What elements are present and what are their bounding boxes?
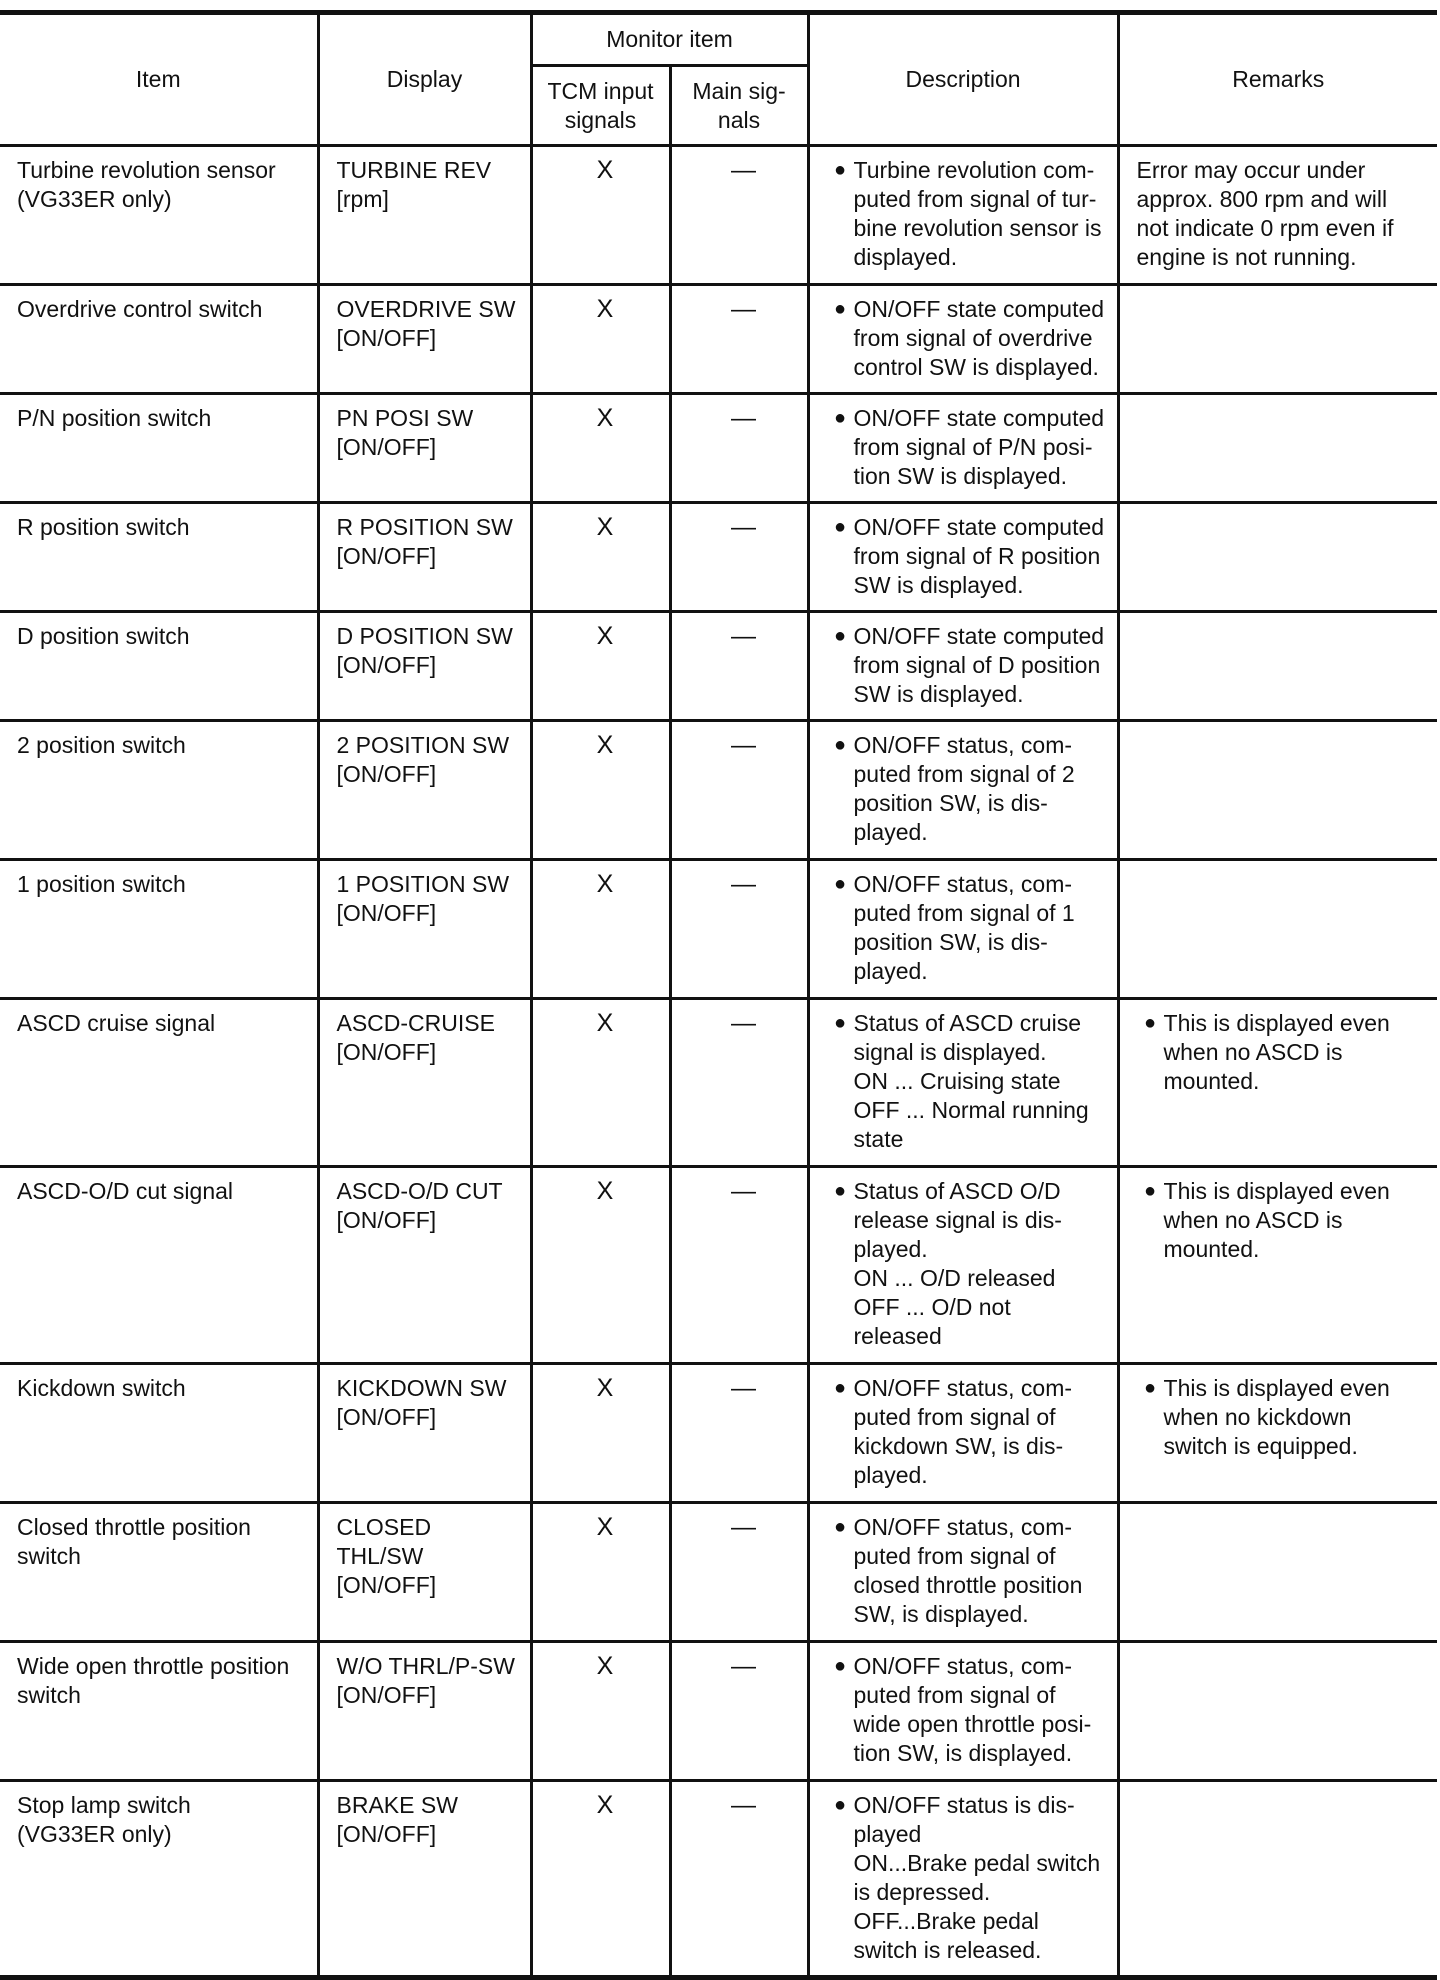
remarks-cell bbox=[1118, 999, 1437, 1167]
display-cell: PN POSI SW [ON/OFF] bbox=[318, 394, 531, 503]
remarks-text: This is displayed even when no ASCD is mounted. bbox=[1163, 1178, 1390, 1262]
table-body bbox=[0, 146, 1437, 1978]
bullet-icon: ● bbox=[1143, 1180, 1157, 1202]
remarks-bullet-line bbox=[1137, 1374, 1430, 1461]
remarks-text: This is displayed even when no ASCD is mounted. bbox=[1163, 1010, 1390, 1094]
item-cell: 2 position switch bbox=[0, 721, 318, 860]
description-bullet-line bbox=[827, 404, 1109, 491]
table-row bbox=[0, 1503, 1437, 1642]
description-text: Turbine revolution com- puted from signal of tur- bine revolution sensor is displayed. bbox=[853, 157, 1102, 270]
description-text: ON/OFF state computed from signal of D position SW is displayed. bbox=[853, 623, 1105, 707]
remarks-cell bbox=[1118, 285, 1437, 394]
header-item: Item bbox=[0, 13, 318, 146]
remarks-cell bbox=[1118, 612, 1437, 721]
main-signal-cell: — bbox=[670, 503, 808, 612]
bullet-icon: ● bbox=[833, 159, 847, 181]
bullet-icon: ● bbox=[1143, 1377, 1157, 1399]
display-cell: KICKDOWN SW [ON/OFF] bbox=[318, 1364, 531, 1503]
table-row bbox=[0, 1364, 1437, 1503]
description-bullet-line bbox=[827, 1177, 1109, 1351]
description-bullet-line bbox=[827, 1513, 1109, 1629]
main-signal-cell: — bbox=[670, 285, 808, 394]
item-cell: Stop lamp switch (VG33ER only) bbox=[0, 1781, 318, 1978]
header-remarks: Remarks bbox=[1118, 13, 1437, 146]
monitor-item-table bbox=[0, 10, 1437, 1980]
bullet-icon: ● bbox=[833, 1012, 847, 1034]
remarks-cell bbox=[1118, 1503, 1437, 1642]
description-cell bbox=[808, 394, 1118, 503]
remarks-text: This is displayed even when no kickdown switch is equipped. bbox=[1163, 1375, 1390, 1459]
remarks-text: Error may occur under approx. 800 rpm and will not indicate 0 rpm even if engine is not running. bbox=[1136, 157, 1394, 270]
description-bullet-line bbox=[827, 1652, 1109, 1768]
table-header bbox=[0, 13, 1437, 146]
bullet-icon: ● bbox=[833, 298, 847, 320]
display-cell: TURBINE REV [rpm] bbox=[318, 146, 531, 285]
table-row bbox=[0, 612, 1437, 721]
remarks-cell bbox=[1118, 1364, 1437, 1503]
remarks-cell bbox=[1118, 1167, 1437, 1364]
bullet-icon: ● bbox=[833, 407, 847, 429]
remarks-bullet-line bbox=[1137, 1009, 1430, 1096]
description-cell bbox=[808, 1167, 1118, 1364]
description-bullet-line bbox=[827, 870, 1109, 986]
tcm-input-cell: X bbox=[531, 1503, 670, 1642]
bullet-icon: ● bbox=[833, 1655, 847, 1677]
display-cell: D POSITION SW [ON/OFF] bbox=[318, 612, 531, 721]
table-row bbox=[0, 1642, 1437, 1781]
bullet-icon: ● bbox=[833, 1180, 847, 1202]
table-row bbox=[0, 285, 1437, 394]
item-cell: R position switch bbox=[0, 503, 318, 612]
description-bullet-line bbox=[827, 513, 1109, 600]
bullet-icon: ● bbox=[833, 873, 847, 895]
main-signal-cell: — bbox=[670, 612, 808, 721]
item-cell: P/N position switch bbox=[0, 394, 318, 503]
item-cell: 1 position switch bbox=[0, 860, 318, 999]
display-cell: ASCD-O/D CUT [ON/OFF] bbox=[318, 1167, 531, 1364]
tcm-input-cell: X bbox=[531, 285, 670, 394]
description-cell bbox=[808, 860, 1118, 999]
description-bullet-line bbox=[827, 1374, 1109, 1490]
remarks-cell bbox=[1118, 721, 1437, 860]
bullet-icon: ● bbox=[833, 1377, 847, 1399]
item-cell: ASCD cruise signal bbox=[0, 999, 318, 1167]
description-text: Status of ASCD cruise signal is displayed. ON ... Cruising state OFF ... Normal running state bbox=[853, 1010, 1089, 1152]
tcm-input-cell: X bbox=[531, 1364, 670, 1503]
tcm-input-cell: X bbox=[531, 1642, 670, 1781]
main-signal-cell: — bbox=[670, 1642, 808, 1781]
display-cell: OVERDRIVE SW [ON/OFF] bbox=[318, 285, 531, 394]
header-description: Description bbox=[808, 13, 1118, 146]
display-cell: 1 POSITION SW [ON/OFF] bbox=[318, 860, 531, 999]
description-text: ON/OFF status, com- puted from signal of 1 position SW, is dis- played. bbox=[853, 871, 1075, 984]
remarks-cell bbox=[1118, 860, 1437, 999]
description-text: ON/OFF status is dis- played ON...Brake pedal switch is depressed. OFF...Brake pedal switch is released. bbox=[853, 1792, 1101, 1963]
description-bullet-line bbox=[827, 1009, 1109, 1154]
description-cell bbox=[808, 1642, 1118, 1781]
remarks-cell bbox=[1118, 1642, 1437, 1781]
tcm-input-cell: X bbox=[531, 860, 670, 999]
display-cell: BRAKE SW [ON/OFF] bbox=[318, 1781, 531, 1978]
description-cell bbox=[808, 146, 1118, 285]
description-cell bbox=[808, 1781, 1118, 1978]
description-text: ON/OFF status, com- puted from signal of wide open throttle posi- tion SW, is displayed. bbox=[853, 1653, 1092, 1766]
remarks-bullet-line bbox=[1137, 1177, 1430, 1264]
description-text: ON/OFF status, com- puted from signal of kickdown SW, is dis- played. bbox=[853, 1375, 1073, 1488]
item-cell: Turbine revolution sensor (VG33ER only) bbox=[0, 146, 318, 285]
description-cell bbox=[808, 999, 1118, 1167]
display-cell: R POSITION SW [ON/OFF] bbox=[318, 503, 531, 612]
display-cell: W/O THRL/P-SW [ON/OFF] bbox=[318, 1642, 531, 1781]
tcm-input-cell: X bbox=[531, 146, 670, 285]
description-text: Status of ASCD O/D release signal is dis- played. ON ... O/D released OFF ... O/D not released bbox=[853, 1178, 1062, 1349]
table-row bbox=[0, 1781, 1437, 1978]
bullet-icon: ● bbox=[1143, 1012, 1157, 1034]
item-cell: Wide open throttle position switch bbox=[0, 1642, 318, 1781]
bullet-icon: ● bbox=[833, 1516, 847, 1538]
main-signal-cell: — bbox=[670, 1503, 808, 1642]
description-cell bbox=[808, 285, 1118, 394]
bullet-icon: ● bbox=[833, 625, 847, 647]
description-cell bbox=[808, 503, 1118, 612]
item-cell: ASCD-O/D cut signal bbox=[0, 1167, 318, 1364]
table-row bbox=[0, 146, 1437, 285]
header-monitor-item: Monitor item bbox=[531, 13, 808, 66]
description-bullet-line bbox=[827, 731, 1109, 847]
description-bullet-line bbox=[827, 295, 1109, 382]
header-display: Display bbox=[318, 13, 531, 146]
bullet-icon: ● bbox=[833, 1794, 847, 1816]
description-bullet-line bbox=[827, 156, 1109, 272]
item-cell: Overdrive control switch bbox=[0, 285, 318, 394]
display-cell: 2 POSITION SW [ON/OFF] bbox=[318, 721, 531, 860]
tcm-input-cell: X bbox=[531, 1167, 670, 1364]
tcm-input-cell: X bbox=[531, 721, 670, 860]
description-bullet-line bbox=[827, 622, 1109, 709]
remarks-cell bbox=[1118, 146, 1437, 285]
tcm-input-cell: X bbox=[531, 394, 670, 503]
description-text: ON/OFF state computed from signal of R position SW is displayed. bbox=[853, 514, 1105, 598]
table-row bbox=[0, 394, 1437, 503]
description-cell bbox=[808, 1364, 1118, 1503]
main-signal-cell: — bbox=[670, 1167, 808, 1364]
table-row bbox=[0, 999, 1437, 1167]
main-signal-cell: — bbox=[670, 999, 808, 1167]
description-text: ON/OFF state computed from signal of P/N posi- tion SW is displayed. bbox=[853, 405, 1105, 489]
main-signal-cell: — bbox=[670, 394, 808, 503]
remarks-cell bbox=[1118, 1781, 1437, 1978]
description-text: ON/OFF status, com- puted from signal of 2 position SW, is dis- played. bbox=[853, 732, 1075, 845]
header-tcm-input-signals: TCM input signals bbox=[531, 66, 670, 146]
table-row bbox=[0, 860, 1437, 999]
main-signal-cell: — bbox=[670, 1781, 808, 1978]
item-cell: Kickdown switch bbox=[0, 1364, 318, 1503]
description-cell bbox=[808, 1503, 1118, 1642]
bullet-icon: ● bbox=[833, 734, 847, 756]
item-cell: D position switch bbox=[0, 612, 318, 721]
main-signal-cell: — bbox=[670, 1364, 808, 1503]
remarks-cell bbox=[1118, 394, 1437, 503]
display-cell: ASCD-CRUISE [ON/OFF] bbox=[318, 999, 531, 1167]
table-row bbox=[0, 721, 1437, 860]
description-bullet-line bbox=[827, 1791, 1109, 1965]
header-main-signals: Main sig- nals bbox=[670, 66, 808, 146]
description-text: ON/OFF status, com- puted from signal of closed throttle position SW, is displayed. bbox=[853, 1514, 1083, 1627]
main-signal-cell: — bbox=[670, 146, 808, 285]
table-row bbox=[0, 503, 1437, 612]
table-row bbox=[0, 1167, 1437, 1364]
main-signal-cell: — bbox=[670, 721, 808, 860]
bullet-icon: ● bbox=[833, 516, 847, 538]
item-cell: Closed throttle position switch bbox=[0, 1503, 318, 1642]
description-cell bbox=[808, 721, 1118, 860]
display-cell: CLOSED THL/SW [ON/OFF] bbox=[318, 1503, 531, 1642]
description-text: ON/OFF state computed from signal of overdrive control SW is displayed. bbox=[853, 296, 1105, 380]
description-cell bbox=[808, 612, 1118, 721]
tcm-input-cell: X bbox=[531, 612, 670, 721]
tcm-input-cell: X bbox=[531, 1781, 670, 1978]
tcm-input-cell: X bbox=[531, 503, 670, 612]
tcm-input-cell: X bbox=[531, 999, 670, 1167]
main-signal-cell: — bbox=[670, 860, 808, 999]
remarks-cell bbox=[1118, 503, 1437, 612]
document-page bbox=[0, 10, 1437, 1980]
